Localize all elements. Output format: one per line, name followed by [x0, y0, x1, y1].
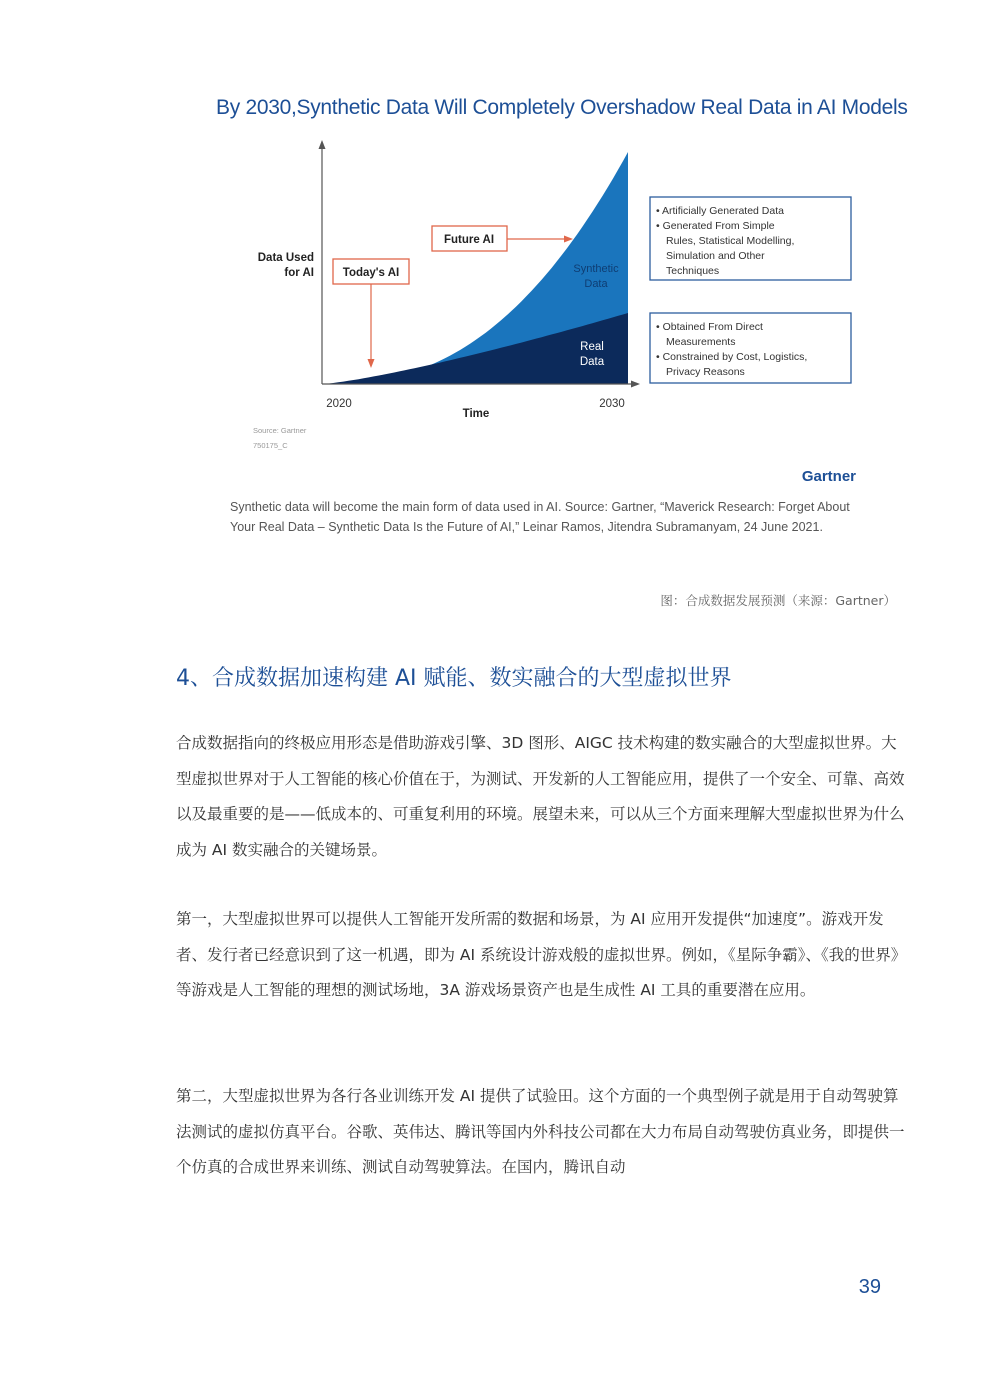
future-ai-arrow-head	[564, 236, 573, 243]
x-tick-2020: 2020	[326, 398, 352, 410]
real-info-line-4: Privacy Reasons	[666, 366, 745, 378]
synthetic-info-line-3: Rules, Statistical Modelling,	[666, 235, 795, 247]
x-axis-arrow	[631, 381, 640, 388]
synthetic-info-line-5: Techniques	[666, 265, 720, 277]
section-heading: 4、合成数据加速构建 AI 赋能、数实融合的大型虚拟世界	[176, 666, 732, 691]
gartner-logo: Gartner	[801, 468, 856, 485]
todays-ai-callout-label: Today's AI	[342, 267, 400, 279]
chart-source-line-2: 750175_C	[253, 441, 288, 450]
figure-label: 图：合成数据发展预测（来源：Gartner）	[660, 593, 896, 608]
real-label-line-1: Real	[580, 341, 604, 353]
body-paragraph-1: 合成数据指向的终极应用形态是借助游戏引擎、3D 图形、AIGC 技术构建的数实融合的大型虚拟世界。大型虚拟世界对于人工智能的核心价值在于，为测试、开发新的人工智能应用，提供了一个安全、可靠、高效以及最重要的是——低成本的、可重复利用的环境。展望未来，可以从三个方面来理解大型虚拟世界为什么成为 AI 数实融合的关键场景。	[176, 734, 905, 859]
synthetic-info-line-4: Simulation and Other	[666, 250, 765, 262]
synthetic-info-line-1: • Artificially Generated Data	[656, 205, 784, 217]
synthetic-label-line-1: Synthetic	[573, 263, 619, 275]
figure-caption: Synthetic data will become the main form of data used in AI. Source: Gartner, “Maverick Research: Forget About Your Real Data – Synthetic Data Is the Future of AI,” Leinar Ramos, Jitendra Subramanyam, 24 June 2021.	[230, 500, 850, 534]
chart	[0, 0, 1000, 490]
x-tick-2030: 2030	[599, 398, 625, 410]
body-paragraph-2: 第一，大型虚拟世界可以提供人工智能开发所需的数据和场景，为 AI 应用开发提供“加速度”。游戏开发者、发行者已经意识到了这一机遇，即为 AI 系统设计游戏般的虚拟世界。例如，《星际争霸》、《我的世界》等游戏是人工智能的理想的测试场地，3A 游戏场景资产也是生成性 AI 工具的重要潜在应用。	[176, 910, 899, 999]
synthetic-label-line-2: Data	[584, 278, 608, 290]
chart-source-line-1: Source: Gartner	[253, 426, 307, 435]
real-label-line-2: Data	[579, 356, 605, 368]
page-number: 39	[858, 1276, 881, 1298]
synthetic-info-line-2: • Generated From Simple	[656, 220, 775, 232]
chart-title: By 2030,Synthetic Data Will Completely Overshadow Real Data in AI Models	[216, 96, 908, 119]
future-ai-callout-label: Future AI	[443, 234, 495, 246]
real-info-line-3: • Constrained by Cost, Logistics,	[656, 351, 808, 363]
body-paragraph-3: 第二，大型虚拟世界为各行各业训练开发 AI 提供了试验田。这个方面的一个典型例子就是用于自动驾驶算法测试的虚拟仿真平台。谷歌、英伟达、腾讯等国内外科技公司都在大力布局自动驾驶仿真业务，即提供一个仿真的合成世界来训练、测试自动驾驶算法。在国内，腾讯自动	[176, 1087, 905, 1176]
y-axis-label-line-2: for AI	[284, 267, 314, 279]
y-axis-label-line-1: Data Used	[257, 252, 314, 264]
x-axis-label: Time	[462, 408, 490, 420]
real-info-line-2: Measurements	[666, 336, 736, 348]
y-axis-arrow	[319, 140, 326, 149]
real-info-line-1: • Obtained From Direct	[656, 321, 763, 333]
todays-ai-arrow-head	[368, 359, 375, 368]
